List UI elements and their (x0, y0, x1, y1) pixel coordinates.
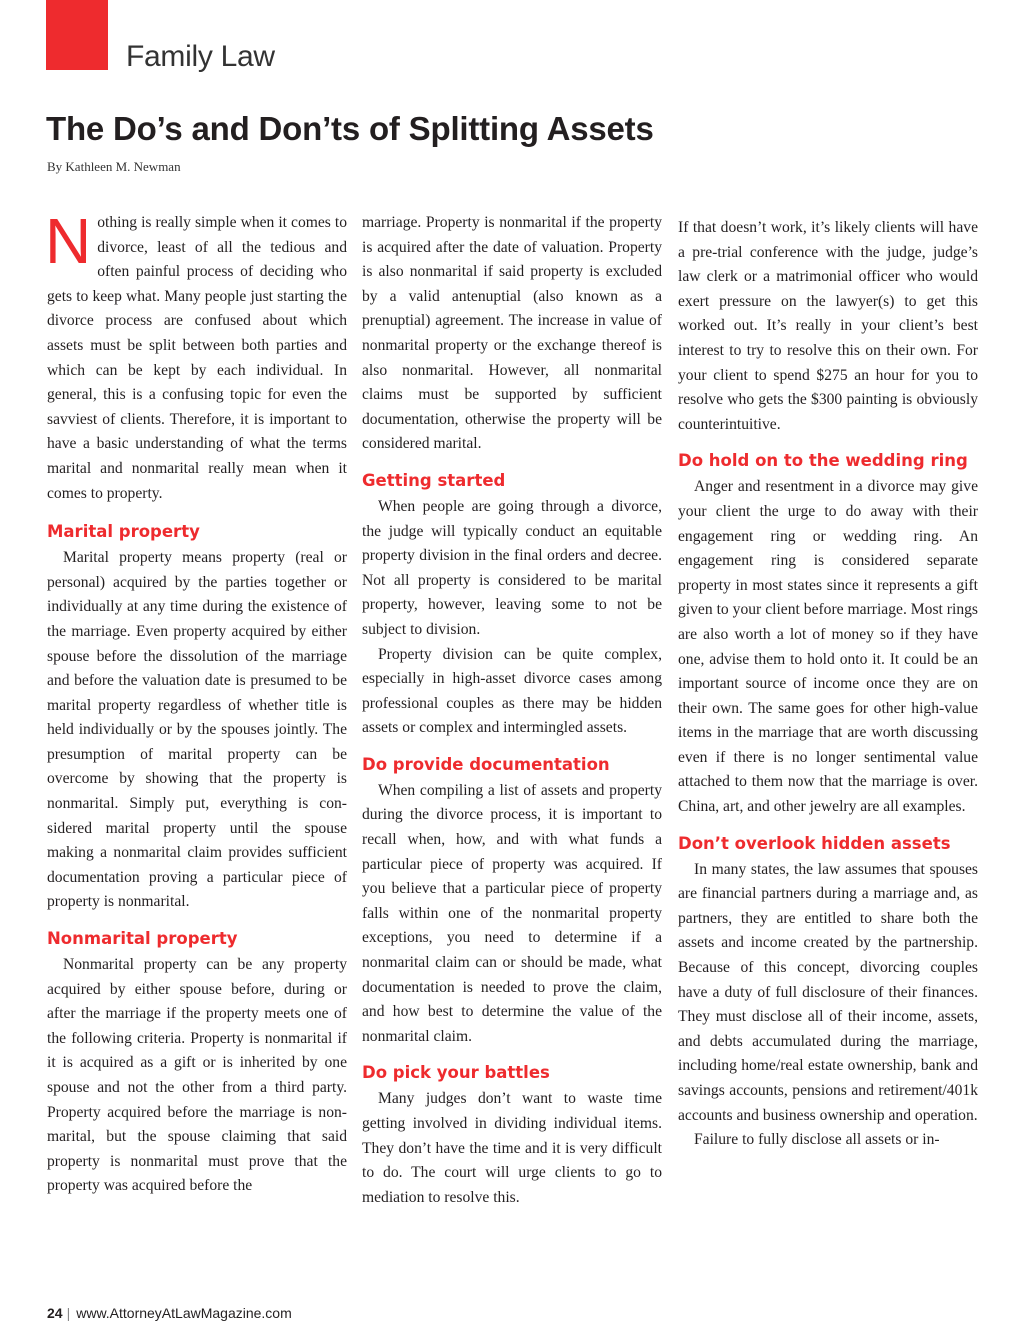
page-footer (47, 1305, 292, 1321)
paragraph-wedding-ring: Anger and resentment in a divorce may give your client the urge to do away with their engagement ring or wedding ring. An engagement ring is considered separate property in most states since it represents a gift given to your client before marriage. Most rings are also worth a lot of money so if they have one, advise them to hold onto it. It could be an important source of income once they are on their own. The same goes for other high-value items in the marriage that are worth discussing even if there is no longer sentimental value attached to them now that the marriage is over. China, art, and other jewelry are all examples. (678, 478, 978, 816)
paragraph-getting-started-2: Property division can be quite complex, especially in high-asset divorce cases among professional couples as there may be hidden assets or complex and intermingled assets. (362, 645, 662, 737)
heading-wedding-ring: Do hold on to the wedding ring (678, 451, 968, 471)
heading-hidden-assets: Don’t overlook hidden assets (678, 833, 951, 853)
byline: By Kathleen M. Newman (47, 159, 181, 174)
heading-provide-documentation: Do provide documentation (362, 754, 610, 774)
heading-getting-started: Getting started (362, 470, 506, 490)
paragraph-nonmarital-property: Nonmarital property can be any property acquired by either spouse before, during or after the marriage if the property meets one of the following criteria. Property is nonmarital if it is acquired as a gift or is inherited by one spouse and not the other from a third party. Property acquired before the marriage is nonmarital, but the spouse claiming that said property is nonmarital must prove that the property was acquired before the (47, 956, 347, 1195)
paragraph-hidden-assets-2: Failure to fully disclose all assets or in- (694, 1131, 940, 1149)
website-url: www.AttorneyAtLawMagazine.com (76, 1305, 292, 1321)
article-title: The Do’s and Don’ts of Splitting Assets (46, 110, 654, 147)
section-color-block (46, 0, 108, 70)
section-label: Family Law (126, 40, 275, 73)
heading-pick-your-battles: Do pick your battles (362, 1063, 550, 1083)
column-2 (362, 211, 662, 1210)
drop-cap: N (45, 205, 92, 277)
heading-marital-property: Marital property (47, 522, 200, 542)
paragraph-marital-property: Marital property means property (real or personal) acquired by the parties together or individually at any time during the existence of the marriage. Even property acquired by either spouse before the dissolution of the marriage and before the valuation date is presumed to be marital property regardless of whether title is held individually or by the spouses jointly. The presumption of marital property can be overcome by showing that the property is nonmarital. Simply put, everything is considered marital property until the spouse making a nonmarital claim provides sufficient documentation proving a particular piece of property is nonmarital. (47, 549, 347, 911)
heading-nonmarital-property: Nonmarital property (47, 929, 238, 949)
paragraph-getting-started-1: When people are going through a divorce, the judge will typically conduct an equitable property division in the final orders and decree. Not all property is considered to be marital property, however, leaving some to not be subject to division. (362, 497, 662, 638)
paragraph-provide-documentation: When compiling a list of assets and property during the divorce process, it is important to recall when, how, and with what funds a particular piece of property was acquired. If you believe that a particular piece of property falls within one of the nonmarital property exceptions, you need to determine if a nonmarital claim can or should be made, what documentation is needed to prove the claim, and how best to determine the value of the nonmarital claim. (362, 781, 662, 1045)
column-1 (45, 205, 347, 1199)
footer-separator: | (66, 1305, 71, 1321)
paragraph-hidden-assets-1: In many states, the law assumes that spouses are financial partners during a marriage and, as partners, they are entitled to share both the assets and income created by the partnership. Because of this concept, divorcing couples have a duty of full disclosure of their finances. They must disclose all of their income, assets, and debts accumulated during the marriage, including home/real estate ownership, bank and savings accounts, pensions and retirement/401k accounts and business ownership and operation. (678, 860, 978, 1124)
column-3 (678, 216, 978, 1153)
paragraph-continued: marriage. Property is nonmarital if the property is acquired after the date of valuation. Property is also nonmarital if said property is excluded by a valid antenuptial (also known as a prenuptial) agreement. The increase in value of nonmarital property or the exchange thereof is also nonmarital. However, all nonmarital claims must be supported by sufficient documentation, otherwise the property will be considered marital. (362, 214, 662, 453)
intro-paragraph (45, 205, 347, 506)
intro-text: othing is really simple when it comes to divorce, least of all the tedious and often painful process of deciding who gets to keep what. Many people just starting the divorce process are confused about which assets must be split between both parties and which can be kept by each individual. In general, this is a confusing topic for even the savviest of clients. Therefore, it is important to have a basic understanding of what the terms marital and nonmarital really mean when it comes to property. (47, 214, 347, 502)
page-number: 24 (47, 1305, 63, 1321)
paragraph-continued: If that doesn’t work, it’s likely clients will have a pre-trial conference with the judge, judge’s law clerk or a matrimonial officer who would exert pressure on the lawyer(s) to get this worked out. It’s really in your client’s best interest to try to resolve this on their own. For your client to spend $275 an hour for you to resolve who gets the $300 painting is obviously counterintuitive. (678, 219, 978, 433)
paragraph-pick-your-battles: Many judges don’t want to waste time getting involved in dividing individual items. They don’t have the time and it is very difficult to do. The court will urge clients to go to mediation to resolve this. (362, 1090, 662, 1206)
